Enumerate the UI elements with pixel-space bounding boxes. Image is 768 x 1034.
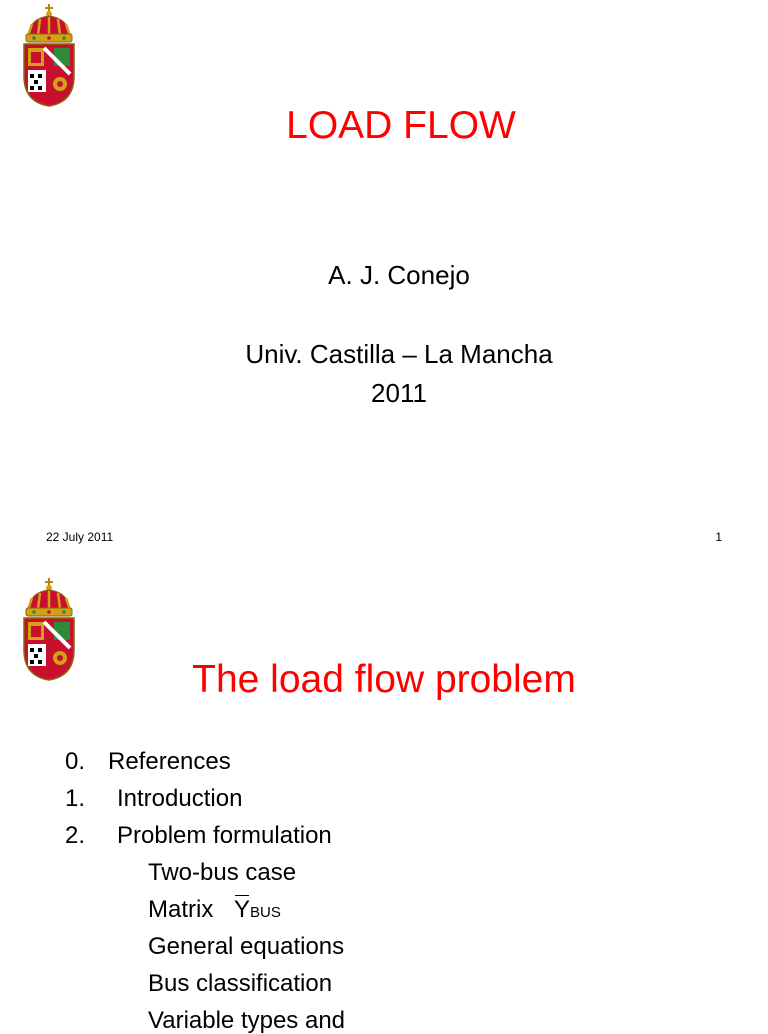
- y-bus-subscript: BUS: [250, 904, 281, 921]
- slide-title: LOAD FLOW: [286, 104, 516, 147]
- toc-number: 1.: [65, 785, 86, 812]
- author: A. J. Conejo: [328, 260, 470, 290]
- affiliation: Univ. Castilla – La Mancha: [245, 339, 553, 369]
- toc-number: 2.: [65, 822, 86, 849]
- slide-title: The load flow problem: [192, 658, 576, 701]
- coat-of-arms-icon: [20, 4, 78, 108]
- toc-label: [148, 898, 281, 922]
- toc-label: References: [108, 748, 231, 775]
- toc-label: Two-bus case: [148, 859, 297, 886]
- toc-label-text: Matrix: [148, 896, 214, 923]
- toc-label: General equations: [148, 933, 345, 960]
- year: 2011: [371, 378, 427, 408]
- page-number: 1: [715, 530, 722, 544]
- slide-2: [0, 570, 768, 1034]
- footer-date: 22 July 2011: [46, 530, 114, 544]
- toc-label: Introduction: [117, 785, 243, 812]
- toc-label: Bus classification: [148, 970, 333, 997]
- toc-label: Variable types and: [148, 1007, 346, 1034]
- y-bus-symbol: Y: [234, 896, 251, 923]
- toc-label: Problem formulation: [117, 822, 332, 849]
- toc-number: 0.: [65, 748, 86, 775]
